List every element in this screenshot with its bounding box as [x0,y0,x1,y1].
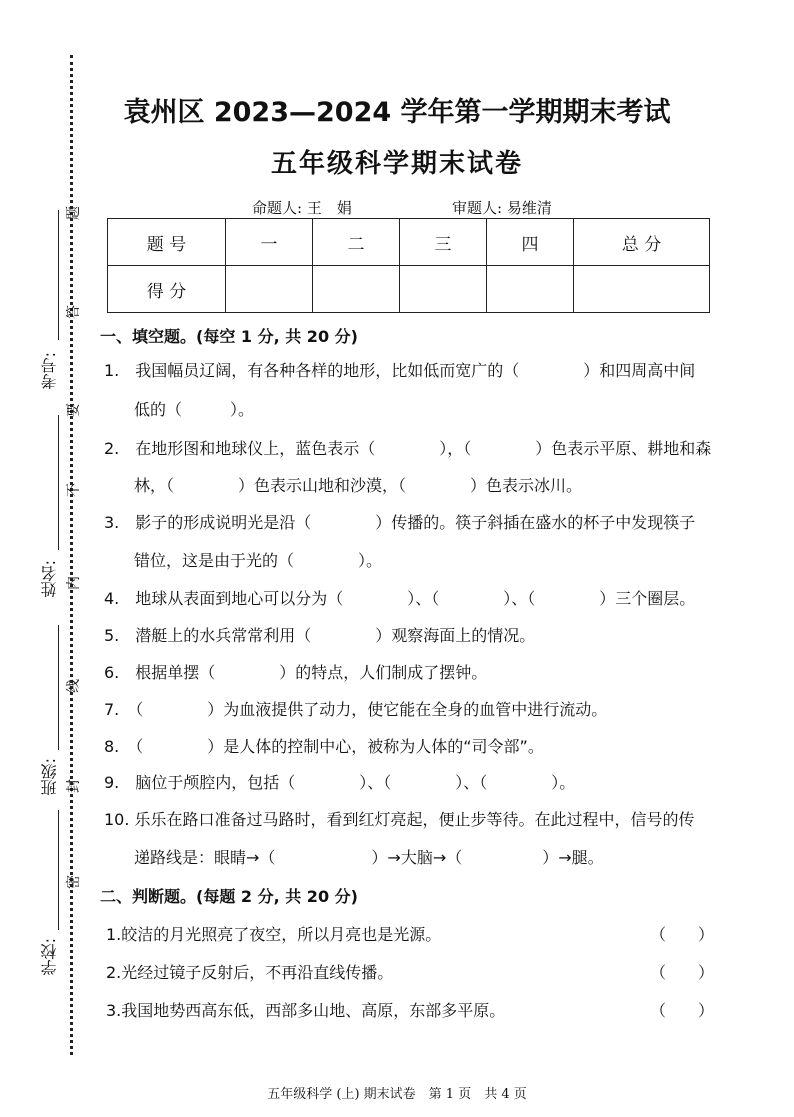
score-table [107,218,710,313]
seal-dotted-line [70,55,73,1055]
score-table-header-cell: 二 [313,219,400,266]
exam-number-blank [58,210,59,340]
seal-char: 答 [66,305,82,319]
section1-title: 一、填空题。(每空 1 分, 共 20 分) [100,327,358,346]
paper-subtitle: 五年级科学期末试卷 [270,149,523,179]
judge-question: 2.光经过镜子反射后，不再沿直线传播。 [106,963,394,982]
class-blank [58,625,59,750]
question-setter: 命题人: 王 娟 [252,199,352,217]
school-label: 学校: [40,938,59,976]
question-line: 错位，这是由于光的（ ）。 [134,551,383,570]
seal-char: 不 [66,483,82,497]
score-cell[interactable] [487,266,574,313]
judge-question: 1.皎洁的月光照亮了夜空，所以月亮也是光源。 [106,925,442,944]
question-line: 9. 脑位于颅腔内，包括（ ）、（ ）、（ ）。 [104,773,576,792]
question-line: 林，（ ）色表示山地和沙漠，（ ）色表示冰川。 [134,476,583,495]
answer-paren[interactable]: （ ） [650,925,715,944]
question-line: 8. （ ）是人体的控制中心，被称为人体的“司令部”。 [104,737,544,756]
score-cell[interactable] [226,266,313,313]
answer-paren[interactable]: （ ） [650,1001,715,1020]
question-line: 1. 我国幅员辽阔，有各种各样的地形，比如低而宽广的（ ）和四周高中间 [104,361,696,380]
score-table-header-cell: 一 [226,219,313,266]
judge-question: 3.我国地势西高东低，西部多山地、高原，东部多平原。 [106,1001,506,1020]
seal-char: 封 [66,779,82,793]
question-line: 6. 根据单摆（ ）的特点，人们制成了摆钟。 [104,663,488,682]
question-line: 低的（ ）。 [134,400,255,419]
score-table-header-cell: 题 号 [108,219,226,266]
score-cell[interactable] [400,266,487,313]
score-cell[interactable] [574,266,710,313]
seal-char: 内 [66,576,82,590]
question-line: 3. 影子的形成说明光是沿（ ）传播的。筷子斜插在盛水的杯子中发现筷子 [104,513,696,532]
exam-number-label: 考号: [40,352,59,390]
name-label: 姓名: [40,560,59,598]
score-table-header-cell: 三 [400,219,487,266]
score-table-header-cell: 总 分 [574,219,710,266]
exam-title: 袁州区 2023—2024 学年第一学期期末考试 [123,97,671,128]
score-cell[interactable] [313,266,400,313]
score-table-header-cell: 四 [487,219,574,266]
question-line: 7. （ ）为血液提供了动力，使它能在全身的血管中进行流动。 [104,700,608,719]
school-blank [58,810,59,930]
seal-char: 线 [66,679,82,693]
question-line: 递路线是：眼睛→（ ）→大脑→（ ）→腿。 [134,848,604,867]
class-label: 班级: [40,758,59,796]
seal-char: 密 [66,875,82,889]
question-line: 5. 潜艇上的水兵常常利用（ ）观察海面上的情况。 [104,626,536,645]
page-footer: 五年级科学 (上) 期末试卷 第 1 页 共 4 页 [267,1087,527,1102]
name-blank [58,415,59,550]
score-row-label: 得 分 [108,266,226,313]
question-line: 2. 在地形图和地球仪上，蓝色表示（ ），（ ）色表示平原、耕地和森 [104,439,712,458]
question-line: 10. 乐乐在路口准备过马路时，看到红灯亮起，便止步等待。在此过程中，信号的传 [104,810,695,829]
seal-char: 要 [66,403,82,417]
question-reviewer: 审题人: 易维清 [452,199,552,217]
answer-paren[interactable]: （ ） [650,963,715,982]
section2-title: 二、判断题。(每题 2 分, 共 20 分) [100,887,358,906]
question-line: 4. 地球从表面到地心可以分为（ ）、（ ）、（ ）三个圈层。 [104,589,696,608]
seal-char: 题 [66,206,82,220]
